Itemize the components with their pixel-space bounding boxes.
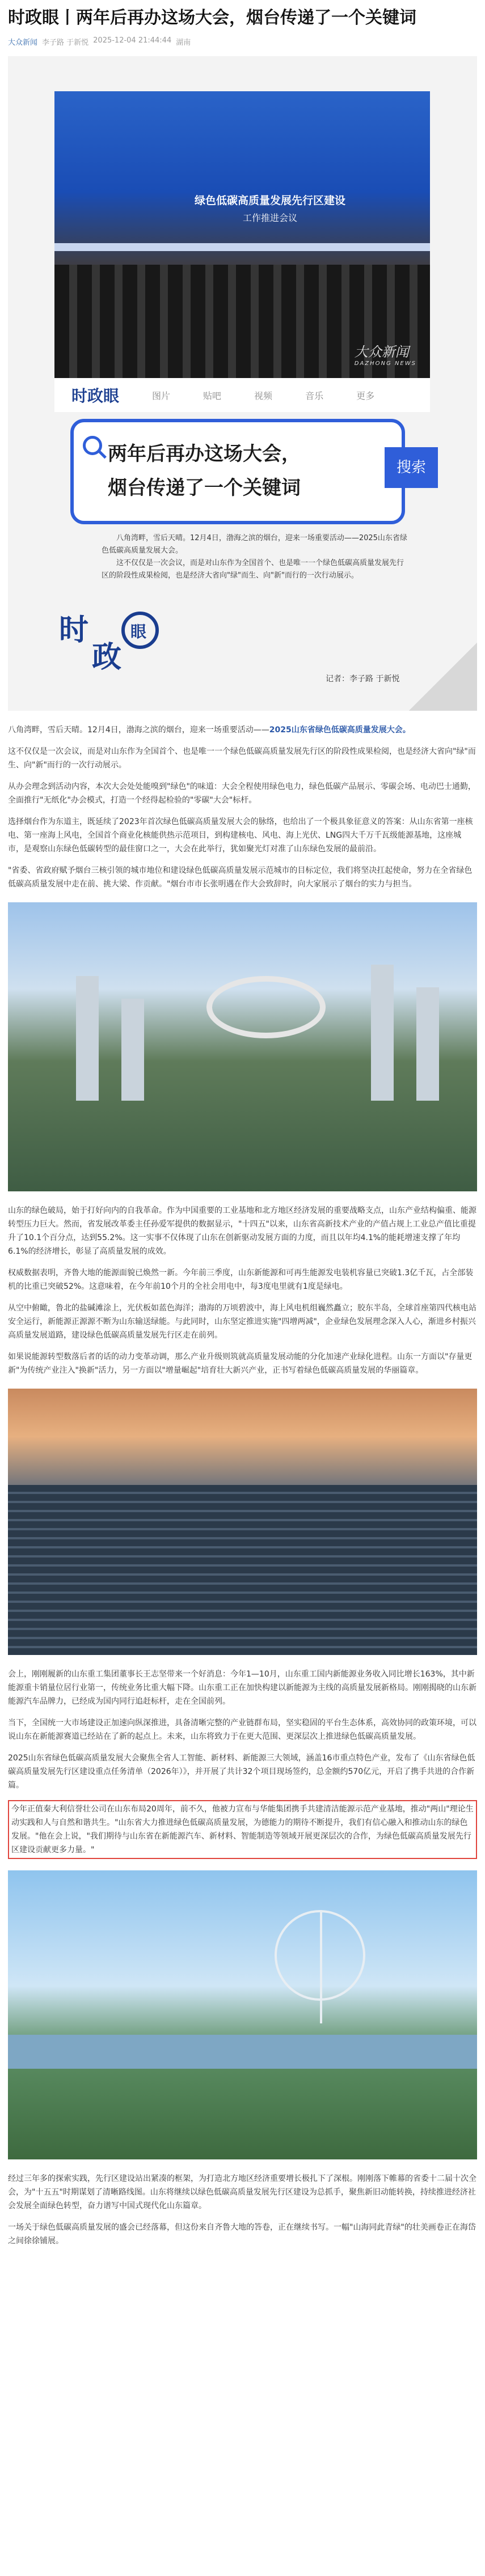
- paragraph: 经过三年多的探索实践，先行区建设站出紧凑的框架，为打造北方地区经济重要增长极扎下了深根。刚刚落下帷幕的省委十二届十次全会，为"十五五"时期谋划了清晰路线图。山东将继续以绿色低碳高质量发展先行区建设为总抓手，聚焦新旧动能转换，持续推进经济社会发展全面绿色转型，奋力谱写中国式现代化山东篇章。: [8, 2174, 476, 2210]
- paragraph: 当下，全国统一大市场建设正加速向纵深推进，具备清晰完整的产业链群布局，坚实稳固的平台生态体系，高效协同的政策环境，可以说山东在新能源赛道已经站在了新的起点上。未来，山东将致力于在更大范围、更深层次上推进绿色低碳高质量发展。: [8, 1718, 476, 1741]
- building: [121, 999, 144, 1101]
- watermark: [355, 341, 416, 367]
- city-aerial-photo: [8, 902, 477, 1191]
- watermark-text: 大众新闻: [354, 344, 409, 360]
- search-button[interactable]: 搜索: [385, 447, 438, 488]
- watermark-sub: DAZHONG NEWS: [354, 360, 416, 367]
- logo-char-3: 眼: [130, 622, 147, 641]
- paragraph: 这不仅仅是一次会议，而是对山东作为全国首个、也是唯一一个绿色低碳高质量发展先行区的阶段性成果检阅，也是经济大省向"绿"而生、向"新"而行的一次行动展示。: [8, 747, 476, 770]
- location: 湖南: [176, 39, 191, 47]
- paragraph: 从办会理念到活动内容，本次大会处处能嗅到"绿色"的味道：大会全程使用绿色电力，绿色低碳产品展示、零碳会场、电动巴士通勤，全面推行"无纸化"办会模式，打造一个经得起检验的"零碳"大会"标杆。: [8, 782, 476, 805]
- nav-item-shizhengyan[interactable]: 时政眼: [71, 387, 120, 405]
- search-box[interactable]: [70, 419, 405, 524]
- paragraph: 2025山东省绿色低碳高质量发展大会聚焦全省人工智能、新材料、新能源三大领域，涵盖16市重点特色产业，发布了《山东省绿色低碳高质量发展先行区建设重点任务清单（2026年）》，并开展了共计32个项目现场签约，总金额约570亿元，开启了携手共进的合作新篇。: [8, 1754, 475, 1790]
- nav-item-video[interactable]: 视频: [254, 390, 273, 401]
- solar-farm-photo: [8, 1389, 477, 1655]
- search-query: [108, 437, 301, 505]
- paragraph: "省委、省政府赋予烟台三核引领的城市地位和建设绿色低碳高质量发展示范城市的目标定位，我们将坚决扛起使命，努力在全省绿色低碳高质量发展中走在前、挑大梁、作贡献。"烟台市市长张明遇在作大会致辞时，向大家展示了烟台的实力与担当。: [8, 866, 473, 889]
- nav-item-more[interactable]: 更多: [356, 390, 375, 401]
- building: [416, 987, 439, 1101]
- banner-line2: 工作推进会议: [242, 213, 297, 223]
- nav-item-tieba[interactable]: 贴吧: [203, 390, 222, 401]
- conference-photo: [54, 91, 430, 378]
- article-body: [8, 723, 477, 891]
- paragraph: [8, 723, 477, 737]
- stage: [54, 243, 430, 251]
- paragraph: 山东的绿色破局，始于打好向内的自我革命。作为中国重要的工业基地和北方地区经济发展的重要战略支点，山东产业结构偏重、能源转型压力巨大。然而，省发展改革委主任孙爱军提供的数据显示，"十四五"以来，山东省高新技术产业的产值占规上工业总产值比重提升了10.1个百分点，达到55.2%。这一实事不仅体现了山东在创新驱动发展方面的力度，而且以年均4.1%的能耗增速支撑了年均6.1%的经济增长，彰显了高质量发展的成效。: [8, 1206, 476, 1256]
- nav-item-music[interactable]: 音乐: [305, 390, 324, 401]
- article-title: 时政眼丨两年后再办这场大会，烟台传递了一个关键词: [8, 8, 416, 28]
- building: [76, 976, 99, 1101]
- summary-p2: 这不仅仅是一次会议，而是对山东作为全国首个、也是唯一一个绿色低碳高质量发展先行区的阶段性成果检阅，也是经济大省向"绿"而生、向"新"而行的一次行动展示。: [102, 559, 404, 580]
- shizhengyan-logo: [59, 600, 167, 685]
- logo-char-1: 时: [59, 613, 89, 647]
- article-body: [8, 1204, 477, 1377]
- banner-line1: 绿色低碳高质量发展先行区建设: [194, 194, 345, 207]
- conference-banner: [162, 192, 378, 237]
- article-body: [8, 1667, 477, 1859]
- page-curl: [409, 643, 477, 711]
- cover-graphic: [8, 56, 477, 711]
- source-link[interactable]: 大众新闻: [8, 39, 38, 47]
- p1-intro: 八角湾畔，雪后天晴。12月4日，渤海之滨的烟台，迎来一场重要活动——: [8, 725, 269, 735]
- datetime: 2025-12-04 21:44:44: [93, 36, 172, 45]
- river: [8, 2035, 477, 2069]
- paragraph: 从空中俯瞰，鲁北的盐碱滩涂上，光伏板如蓝色海洋；渤海的万顷碧波中，海上风电机组巍然矗立；胶东半岛，全球首座第四代核电站安全运行，新能源正源源不断为山东输送绿能。与此同时，山东坚定推进实施"四增两减"，企业绿色发展理念深入人心，渐进乡村振兴高质量发展道路，建设绿色低碳高质量发展先行区走在前列。: [8, 1304, 476, 1340]
- logo-char-2: 政: [92, 640, 122, 674]
- paragraph: 如果说能源转型数落后者的话的动力变革动调，那么产业升级则筑就高质量发展动能的分化加速产业绿化进程。山东一方面以"存量更新"为传统产业注入"换新"活力，另一方面以"增量崛起"培育壮大新兴产业，正书写着绿色低碳高质量发展的华丽篇章。: [8, 1352, 473, 1375]
- search-icon: [83, 436, 102, 455]
- article-body: [8, 2172, 477, 2259]
- paragraph: 权威数据表明，齐鲁大地的能源面貌已焕然一新。今年前三季度，山东新能源和可再生能源发电装机容量已突破1.3亿千瓦，占全部装机的比重已突破52%。这意味着，在今年前10个月的全社会用电中，每3度电里就有1度是绿电。: [8, 1268, 474, 1291]
- p1-highlight: 2025山东省绿色低碳高质量发展大会。: [269, 725, 411, 735]
- nav-item-images[interactable]: 图片: [152, 390, 171, 401]
- cover-credit: 记者：李子路 于新悦: [326, 674, 400, 684]
- ferris-wheel-photo: [8, 1870, 477, 2159]
- paragraph: 选择烟台作为东道主，既延续了2023年首次绿色低碳高质量发展大会的脉络，也给出了一个极具象征意义的答案：从山东省第一座核电、第一座海上风电，全国首个商业化核能供热示范项目，到构建核电、风电、海上光伏、LNG四大千万千瓦级能源基地，这座城市，是观察山东绿色低碳转型的最佳窗口之一，大会在此举行，犹如聚光灯对准了山东绿色发展的最前沿。: [8, 817, 473, 854]
- cover-nav: [54, 378, 430, 412]
- article-meta: [8, 36, 477, 47]
- authors: 李子路 于新悦: [42, 39, 89, 47]
- ferris-wheel: [275, 1910, 365, 2001]
- summary-p1: 八角湾畔，雪后天晴。12月4日，渤海之滨的烟台，迎来一场重要活动——2025山东省绿色低碳高质量发展大会。: [102, 534, 407, 555]
- building: [371, 965, 394, 1101]
- search-line2: 烟台传递了一个关键词: [108, 477, 301, 499]
- highlighted-paragraph: 今年正值秦大利信誉壮公司在山东布局20周年，前不久，他被力宣布与华能集团携手共建清洁能源示范产业基地，推动"两山"理论生动实践和人与自然和谐共生。"山东省大力推进绿色低碳高质量发展，为德能力的期待不断提升，我们有信心融入和推动山东的绿色发展。"他在会上说，"我们期待与山东省在新能源汽车、新材料、智能制造等领域开展更深层次的合作，为绿色低碳高质量发展先行区建设贡献更多力量。": [8, 1800, 477, 1859]
- search-line1: 两年后再办这场大会，: [108, 443, 301, 465]
- paragraph: 一场关于绿色低碳高质量发展的盛会已经落幕，但这份来自齐鲁大地的答卷，正在继续书写。一幅"山海同此青绿"的壮美画卷正在海岱之间徐徐铺展。: [8, 2223, 476, 2246]
- solar-panels: [8, 1485, 477, 1655]
- plaza-ring: [206, 976, 326, 1038]
- cover-summary: [102, 532, 408, 582]
- paragraph: 会上，刚刚履新的山东重工集团董事长王志坚带来一个好消息：今年1—10月，山东重工国内新能源业务收入同比增长163%，其中新能源重卡销量位居行业第一，传统业务比重大幅下降。山东重工正在加快构建以新能源为主线的高质量发展新格局。刚刚揭晓的山东新能源汽车品牌力，已经成为国内同行追赶标杆，走在全国前列。: [8, 1670, 476, 1706]
